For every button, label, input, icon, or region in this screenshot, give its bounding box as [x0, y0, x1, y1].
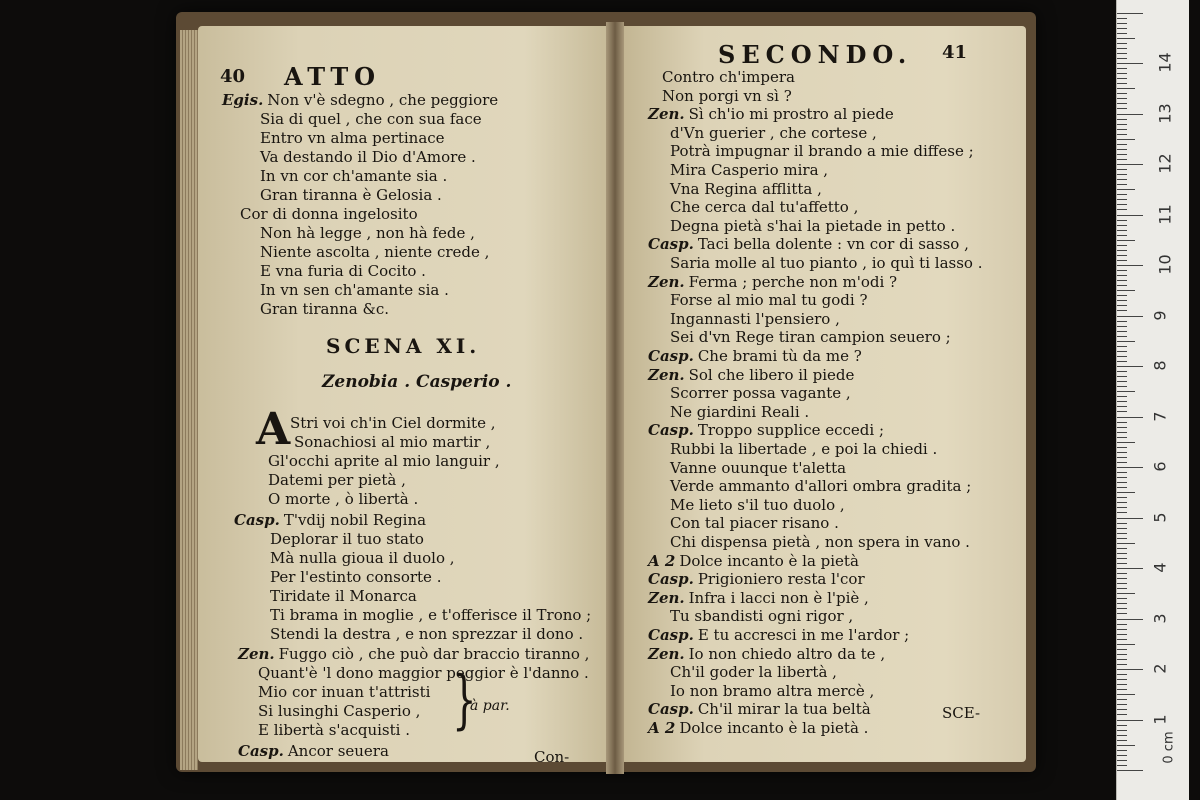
ruler-number: 10	[1155, 254, 1175, 275]
text-line: Quant'è 'l dono maggior peggior è l'danno .	[258, 664, 589, 682]
ruler-tick	[1117, 316, 1143, 317]
text-line: O morte , ò libertà .	[268, 490, 419, 508]
ruler-number: 5	[1150, 511, 1170, 523]
ruler-tick	[1117, 23, 1127, 24]
text-line: Ingannasti l'pensiero ,	[670, 309, 840, 328]
ruler-number: 4	[1150, 562, 1170, 573]
ruler-tick	[1117, 164, 1143, 165]
ruler-tick	[1117, 735, 1127, 736]
text-line: Niente ascolta , niente crede ,	[260, 243, 490, 261]
ruler-number: 12	[1155, 153, 1175, 174]
ruler-tick	[1117, 295, 1127, 296]
ruler-tick	[1117, 386, 1127, 387]
ruler-tick	[1117, 507, 1127, 508]
ruler-tick	[1117, 245, 1127, 246]
book-gutter	[606, 22, 624, 774]
text-line: Potrà impugnar il brando a mie diffese ;	[670, 142, 974, 161]
text-line: Con tal piacer risano .	[670, 514, 839, 533]
ruler-tick	[1117, 83, 1127, 84]
ruler-tick	[1117, 124, 1127, 125]
speaker-label: Zen.	[238, 645, 275, 663]
ruler-tick	[1117, 568, 1143, 569]
ruler-tick	[1117, 624, 1127, 625]
text-line: Casp. T'vdij nobil Regina	[234, 511, 427, 529]
ruler-tick	[1117, 578, 1127, 579]
ruler-tick	[1117, 361, 1127, 362]
ruler-tick	[1117, 230, 1127, 231]
ruler-tick	[1117, 603, 1127, 604]
ruler-tick	[1117, 664, 1127, 665]
ruler-tick	[1117, 669, 1143, 670]
ruler-tick	[1117, 366, 1143, 367]
ruler-tick	[1117, 477, 1127, 478]
text-line: Stendi la destra , e non sprezzar il dono .	[270, 625, 584, 643]
ruler-tick	[1117, 452, 1127, 453]
text-line: A 2 Dolce incanto è la pietà .	[648, 719, 869, 737]
ruler-tick	[1117, 401, 1127, 402]
ruler-tick	[1117, 563, 1127, 564]
ruler-tick	[1117, 225, 1127, 226]
ruler-tick	[1117, 63, 1143, 64]
ruler-tick	[1117, 351, 1127, 352]
right-page	[624, 26, 1026, 762]
speaker-label: Casp.	[648, 626, 694, 644]
ruler-tick	[1117, 265, 1143, 266]
ruler-tick	[1117, 48, 1127, 49]
ruler-tick	[1117, 275, 1127, 276]
speaker-label: Zen.	[648, 588, 685, 607]
ruler-number: 9	[1150, 309, 1170, 321]
ruler-tick	[1117, 730, 1127, 731]
text-line: Gran tiranna è Gelosia .	[260, 186, 442, 204]
ruler-tick	[1117, 406, 1127, 407]
text-line: Mà nulla gioua il duolo ,	[270, 549, 455, 567]
ruler-tick	[1117, 154, 1127, 155]
ruler-tick	[1117, 674, 1127, 675]
text-line: Zen. Fuggo ciò , che può dar braccio tiranno ,	[238, 645, 590, 663]
drop-cap: A	[256, 404, 291, 455]
ruler-tick	[1117, 114, 1143, 115]
text-line: Casp. E tu accresci in me l'ardor ;	[648, 626, 910, 644]
running-head-left: ATTO	[284, 62, 382, 91]
ruler-number: 13	[1155, 102, 1175, 124]
speaker-label: Casp.	[648, 235, 694, 254]
ruler-tick	[1117, 280, 1127, 281]
ruler-tick	[1117, 598, 1127, 599]
ruler-tick	[1117, 78, 1127, 79]
ruler-tick	[1117, 548, 1127, 549]
ruler-tick	[1117, 694, 1135, 695]
ruler-tick	[1117, 714, 1127, 715]
ruler-tick	[1117, 209, 1127, 210]
ruler-tick	[1117, 427, 1127, 428]
ruler-tick	[1117, 487, 1127, 488]
speaker-label: Egis.	[222, 91, 264, 109]
text-line: In vn cor ch'amante sia .	[260, 167, 448, 185]
ruler-number: 11	[1155, 203, 1175, 225]
speaker-label: Casp.	[648, 421, 694, 440]
text-line: Zen. Sì ch'io mi prostro al piede	[648, 105, 894, 124]
ruler-tick	[1117, 184, 1127, 185]
ruler-tick	[1117, 755, 1127, 756]
ruler-number: 3	[1150, 612, 1170, 624]
ruler-tick	[1117, 144, 1127, 145]
ruler-tick	[1117, 396, 1127, 397]
ruler-tick	[1117, 290, 1135, 291]
text-line: Datemi per pietà ,	[268, 471, 406, 489]
text-line: E vna furia di Cocito .	[260, 262, 426, 280]
text-line: Si lusinghi Casperio ,	[258, 702, 421, 720]
ruler-tick	[1117, 467, 1143, 468]
ruler-tick	[1117, 422, 1127, 423]
ruler-tick	[1117, 174, 1127, 175]
ruler-tick	[1117, 684, 1127, 685]
speaker-label: Casp.	[238, 742, 284, 760]
ruler-tick	[1117, 528, 1127, 529]
ruler-tick	[1117, 93, 1127, 94]
text-line: Non hà legge , non hà fede ,	[260, 224, 475, 242]
ruler-tick	[1117, 629, 1127, 630]
ruler-tick	[1117, 179, 1127, 180]
ruler-tick	[1117, 376, 1127, 377]
ruler-number: 7	[1150, 410, 1170, 422]
ruler-tick	[1117, 497, 1127, 498]
page-number-right: 41	[942, 42, 968, 63]
text-line: Tiridate il Monarca	[270, 587, 417, 605]
ruler-tick	[1117, 644, 1135, 645]
text-line: Casp. Prigioniero resta l'cor	[648, 570, 865, 589]
ruler-tick	[1117, 740, 1127, 741]
ruler-tick	[1117, 134, 1127, 135]
text-line: Casp. Che brami tù da me ?	[648, 347, 862, 365]
ruler-tick	[1117, 321, 1127, 322]
ruler-tick	[1117, 704, 1127, 705]
text-line: Vna Regina afflitta ,	[670, 179, 822, 198]
text-line: Sonachiosi al mio martir ,	[294, 433, 491, 451]
ruler-tick	[1117, 38, 1135, 39]
text-line: Non porgi vn sì ?	[662, 86, 792, 105]
text-line: Forse al mio mal tu godi ?	[670, 291, 868, 310]
speaker-label: Zen.	[648, 105, 685, 124]
ruler-tick	[1117, 411, 1127, 412]
text-line: Che cerca dal tu'affetto ,	[670, 198, 859, 217]
text-line: Mio cor inuan t'attristi	[258, 683, 431, 701]
ruler-tick	[1117, 689, 1127, 690]
ruler-tick	[1117, 553, 1127, 554]
ruler-tick	[1117, 543, 1135, 544]
text-line: Egis. Non v'è sdegno , che peggiore	[222, 91, 499, 109]
ruler-tick	[1117, 472, 1127, 473]
page-number-left: 40	[220, 66, 246, 87]
ruler-tick	[1117, 518, 1143, 519]
ruler-tick	[1117, 699, 1127, 700]
ruler-tick	[1117, 750, 1127, 751]
ruler-tick	[1117, 709, 1127, 710]
text-line: Contro ch'impera	[662, 68, 795, 86]
ruler-tick	[1117, 417, 1143, 418]
text-line: Casp. Taci bella dolente : vn cor di sasso ,	[648, 235, 969, 254]
scene-characters: Zenobia . Casperio .	[322, 372, 512, 392]
ruler-number: 14	[1155, 52, 1175, 73]
ruler-tick	[1117, 240, 1135, 241]
ruler-tick	[1117, 447, 1127, 448]
ruler-tick	[1117, 331, 1127, 332]
text-line: Zen. Io non chiedo altro da te ,	[648, 644, 886, 663]
ruler-tick	[1117, 381, 1127, 382]
ruler-tick	[1117, 649, 1127, 650]
open-book	[176, 12, 1036, 772]
ruler-tick	[1117, 13, 1143, 14]
ruler-tick	[1117, 679, 1127, 680]
ruler-tick	[1117, 442, 1135, 443]
ruler-tick	[1117, 189, 1135, 190]
catchword: Con-	[534, 748, 570, 762]
ruler-tick	[1117, 53, 1127, 54]
text-line: Sia di quel , che con sua face	[260, 110, 482, 128]
ruler-tick	[1117, 250, 1127, 251]
text-line: Ch'il goder la libertà ,	[670, 663, 837, 682]
text-line: Me lieto s'il tuo duolo ,	[670, 495, 845, 514]
ruler-tick	[1117, 341, 1135, 342]
text-line: Gran tiranna &c.	[260, 300, 390, 318]
speaker-label: Zen.	[648, 644, 685, 663]
left-page	[198, 26, 606, 762]
speaker-label: A 2	[648, 551, 676, 570]
ruler-tick	[1117, 149, 1127, 150]
ruler-tick	[1117, 88, 1135, 89]
text-line: Deplorar il tuo stato	[270, 530, 424, 548]
ruler-tick	[1117, 129, 1127, 130]
speaker-label: Zen.	[648, 365, 685, 384]
ruler-tick	[1117, 346, 1127, 347]
aside-direction: à par.	[470, 698, 510, 714]
speaker-label: Casp.	[648, 570, 694, 589]
speaker-label: Casp.	[648, 700, 694, 719]
brace-glyph: }	[452, 663, 477, 737]
ruler-tick	[1117, 770, 1143, 771]
text-line: Va destando il Dio d'Amore .	[260, 148, 476, 166]
ruler-tick	[1117, 573, 1127, 574]
text-line: Ne giardini Reali .	[670, 402, 810, 421]
text-line: Cor di donna ingelosito	[240, 205, 418, 223]
text-line: Saria molle al tuo pianto , io quì ti lasso .	[670, 254, 983, 272]
ruler-tick	[1117, 300, 1127, 301]
ruler-tick	[1117, 720, 1143, 721]
running-head-right: SECONDO.	[718, 40, 913, 69]
text-line: Zen. Sol che libero il piede	[648, 365, 855, 384]
ruler-tick	[1117, 119, 1127, 120]
ruler-number: 8	[1150, 360, 1170, 371]
ruler-tick	[1117, 619, 1143, 620]
ruler-tick	[1117, 18, 1127, 19]
ruler-tick	[1117, 305, 1127, 306]
ruler-tick	[1117, 194, 1127, 195]
ruler-tick	[1117, 220, 1127, 221]
text-line: Sei d'vn Rege tiran campion seuero ;	[670, 328, 951, 347]
ruler-tick	[1117, 482, 1127, 483]
text-line: Ti brama in moglie , e t'offerisce il Trono ;	[270, 606, 592, 624]
ruler-tick	[1117, 73, 1127, 74]
ruler-tick	[1117, 588, 1127, 589]
ruler-tick	[1117, 255, 1127, 256]
ruler-tick	[1117, 58, 1127, 59]
ruler-tick	[1117, 139, 1135, 140]
speaker-label: Casp.	[234, 511, 280, 529]
speaker-label: Zen.	[648, 272, 685, 291]
text-line: Verde ammanto d'allori ombra gradita ;	[670, 477, 972, 496]
ruler-tick	[1117, 502, 1127, 503]
ruler-tick	[1117, 654, 1127, 655]
text-line: A 2 Dolce incanto è la pietà	[648, 551, 859, 570]
ruler-tick	[1117, 745, 1135, 746]
ruler-tick	[1117, 391, 1135, 392]
ruler-tick	[1117, 558, 1127, 559]
ruler-tick	[1117, 68, 1127, 69]
ruler-tick	[1117, 523, 1127, 524]
text-line: Entro vn alma pertinace	[260, 129, 445, 147]
ruler-tick	[1117, 593, 1135, 594]
ruler-tick	[1117, 765, 1127, 766]
ruler-tick	[1117, 371, 1127, 372]
ruler-tick	[1117, 336, 1127, 337]
ruler-tick	[1117, 725, 1127, 726]
text-line: Per l'estinto consorte .	[270, 568, 442, 586]
ruler-tick	[1117, 260, 1127, 261]
text-line: Vanne ouunque t'aletta	[670, 458, 847, 477]
text-line: Degna pietà s'hai la pietade in petto .	[670, 216, 956, 235]
ruler-tick	[1117, 608, 1127, 609]
text-line: Io non bramo altra mercè ,	[670, 681, 875, 700]
ruler-tick	[1117, 204, 1127, 205]
ruler-tick	[1117, 169, 1127, 170]
ruler-tick	[1117, 199, 1127, 200]
ruler-tick	[1117, 235, 1127, 236]
text-line: Zen. Ferma ; perche non m'odi ?	[648, 272, 898, 291]
ruler-tick	[1117, 270, 1127, 271]
speaker-label: A 2	[648, 719, 676, 737]
text-line: Casp. Ancor seuera	[238, 742, 389, 760]
text-line: Chi dispensa pietà , non spera in vano .	[670, 533, 970, 551]
ruler-tick	[1117, 639, 1127, 640]
ruler-tick	[1117, 215, 1143, 216]
ruler-tick	[1117, 533, 1127, 534]
ruler-tick	[1117, 159, 1127, 160]
text-line: Mira Casperio mira ,	[670, 161, 829, 179]
text-line: In vn sen ch'amante sia .	[260, 281, 449, 299]
ruler-tick	[1117, 634, 1127, 635]
ruler-tick	[1117, 613, 1127, 614]
measuring-ruler	[1116, 0, 1189, 800]
ruler-tick	[1117, 512, 1127, 513]
ruler-tick	[1117, 583, 1127, 584]
ruler-tick	[1117, 437, 1127, 438]
text-line: E libertà s'acquisti .	[258, 721, 410, 739]
text-line: Scorrer possa vagante ,	[670, 384, 851, 403]
ruler-unit-label: 0 cm	[1161, 731, 1177, 764]
ruler-tick	[1117, 103, 1127, 104]
ruler-tick	[1117, 462, 1127, 463]
text-line: Tu sbandisti ogni rigor ,	[670, 607, 854, 626]
ruler-tick	[1117, 33, 1127, 34]
text-line: Casp. Ch'il mirar la tua beltà	[648, 700, 871, 719]
ruler-tick	[1117, 432, 1127, 433]
ruler-tick	[1117, 760, 1127, 761]
ruler-tick	[1117, 457, 1127, 458]
scene-title: SCENA XI.	[326, 334, 481, 358]
ruler-number: 2	[1150, 663, 1170, 674]
ruler-tick	[1117, 492, 1135, 493]
ruler-tick	[1117, 538, 1127, 539]
text-line: Rubbi la libertade , e poi la chiedi .	[670, 440, 938, 458]
ruler-tick	[1117, 326, 1127, 327]
ruler-tick	[1117, 356, 1127, 357]
ruler-tick	[1117, 310, 1127, 311]
catchword: SCE-	[942, 704, 981, 722]
ruler-tick	[1117, 108, 1127, 109]
text-line: Zen. Infra i lacci non è l'piè ,	[648, 588, 869, 607]
ruler-number: 1	[1150, 713, 1170, 725]
speaker-label: Casp.	[648, 347, 694, 365]
page-edges	[180, 30, 198, 770]
text-line: d'Vn guerier , che cortese ,	[670, 123, 877, 142]
text-line: Stri voi ch'in Ciel dormite ,	[290, 414, 496, 432]
ruler-tick	[1117, 285, 1127, 286]
ruler-tick	[1117, 28, 1127, 29]
ruler-tick	[1117, 43, 1127, 44]
ruler-tick	[1117, 98, 1127, 99]
ruler-tick	[1117, 659, 1127, 660]
text-line: Gl'occhi aprite al mio languir ,	[268, 452, 500, 470]
text-line: Casp. Troppo supplice eccedi ;	[648, 421, 885, 440]
ruler-number: 6	[1150, 461, 1170, 472]
